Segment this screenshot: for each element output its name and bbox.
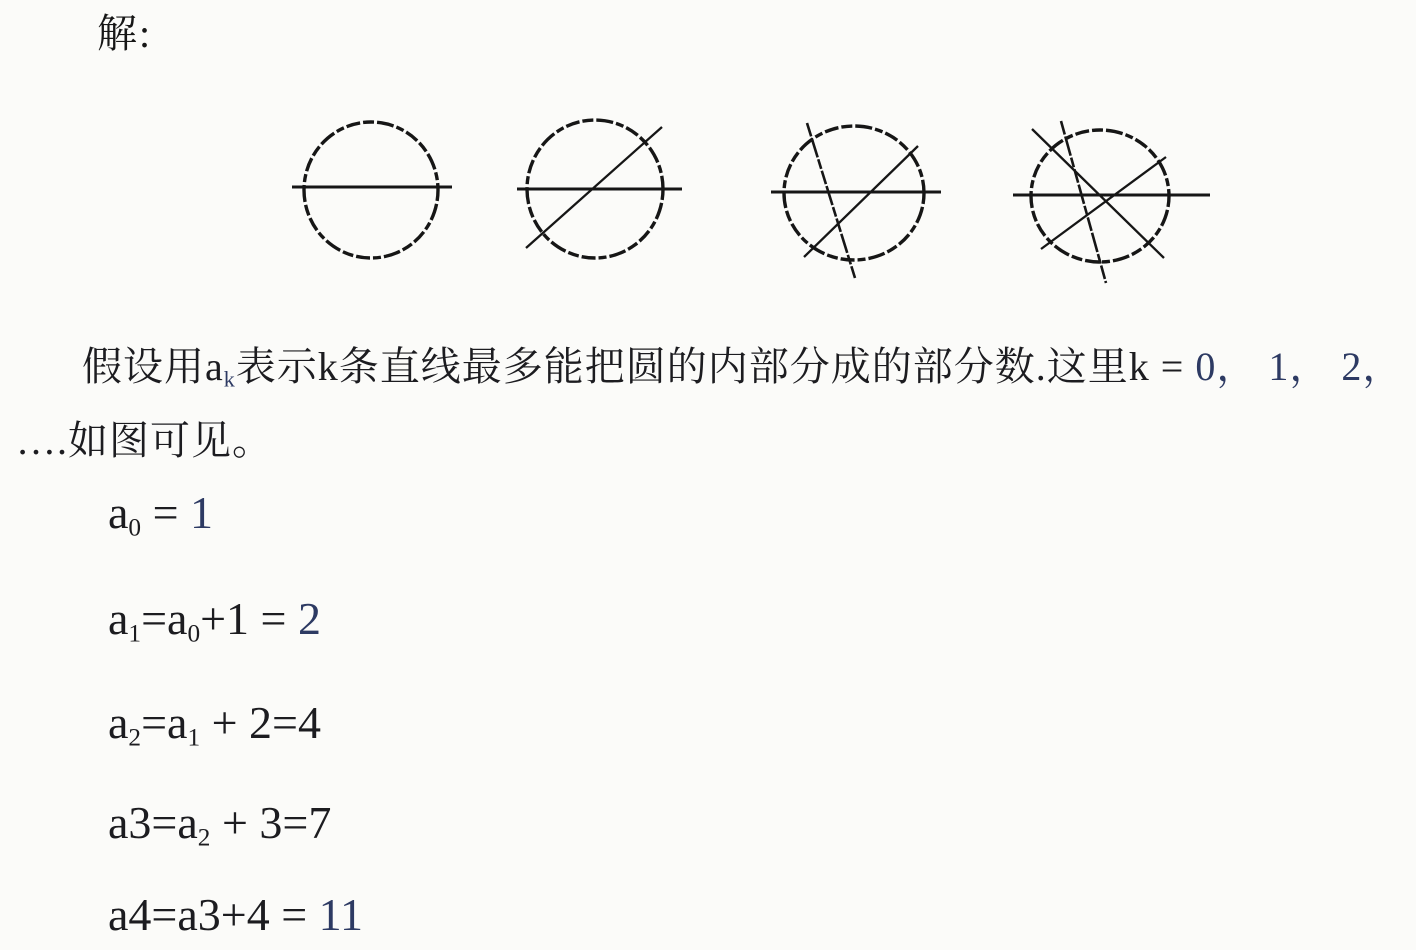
text-run: = [141,487,191,538]
chord-diagonal [804,146,918,257]
paragraph-line-2 [16,410,1414,471]
solution-label: 解: [97,11,153,56]
explanation-paragraph [16,336,1414,471]
circle-with-2-lines [505,100,705,280]
text-run: 假设用a [82,344,224,389]
circle-with-4-lines [1000,90,1215,295]
subscript-run: 1 [128,619,142,648]
text-run: =a [141,697,188,748]
text-run: =a [141,593,188,644]
text-run: 表示k条直线最多能把圆的内部分成的部分数.这里k = [235,344,1196,389]
text-run: 2 [297,593,321,644]
text-run: a [108,487,129,538]
subscript-run: 2 [128,723,142,752]
text-run: a3=a [108,797,198,848]
circle-with-3-lines [758,94,970,294]
text-run: + 2=4 [200,697,321,748]
equation-a4 [108,888,363,941]
subscript-run: 0 [187,619,201,648]
circle-figure [0,0,1416,300]
subscript-run: 2 [197,823,211,852]
equation-a2 [108,696,321,753]
subscript-run: k [223,366,236,392]
circle-with-1-line [278,104,470,276]
paragraph-line-1 [16,336,1414,410]
subscript-run: 0 [128,513,142,542]
text-run: 11 [318,889,363,940]
text-run: a4=a3+4 = [108,889,319,940]
chord-diagonal-up [1041,157,1166,249]
text-run: ….如图可见。 [16,417,273,463]
text-run: +1 = [200,593,298,644]
circle-outline [304,122,438,258]
equation-a1 [108,592,321,649]
equation-a0 [108,486,213,543]
chord-steep [1061,121,1106,283]
equation-a3 [108,796,331,853]
text-run: a [108,697,129,748]
text-run: 1 [190,487,214,538]
text-run: + 3=7 [210,797,332,848]
subscript-run: 1 [187,723,201,752]
text-run: a [108,593,129,644]
text-run: 0， 1， 2， [1195,344,1404,389]
